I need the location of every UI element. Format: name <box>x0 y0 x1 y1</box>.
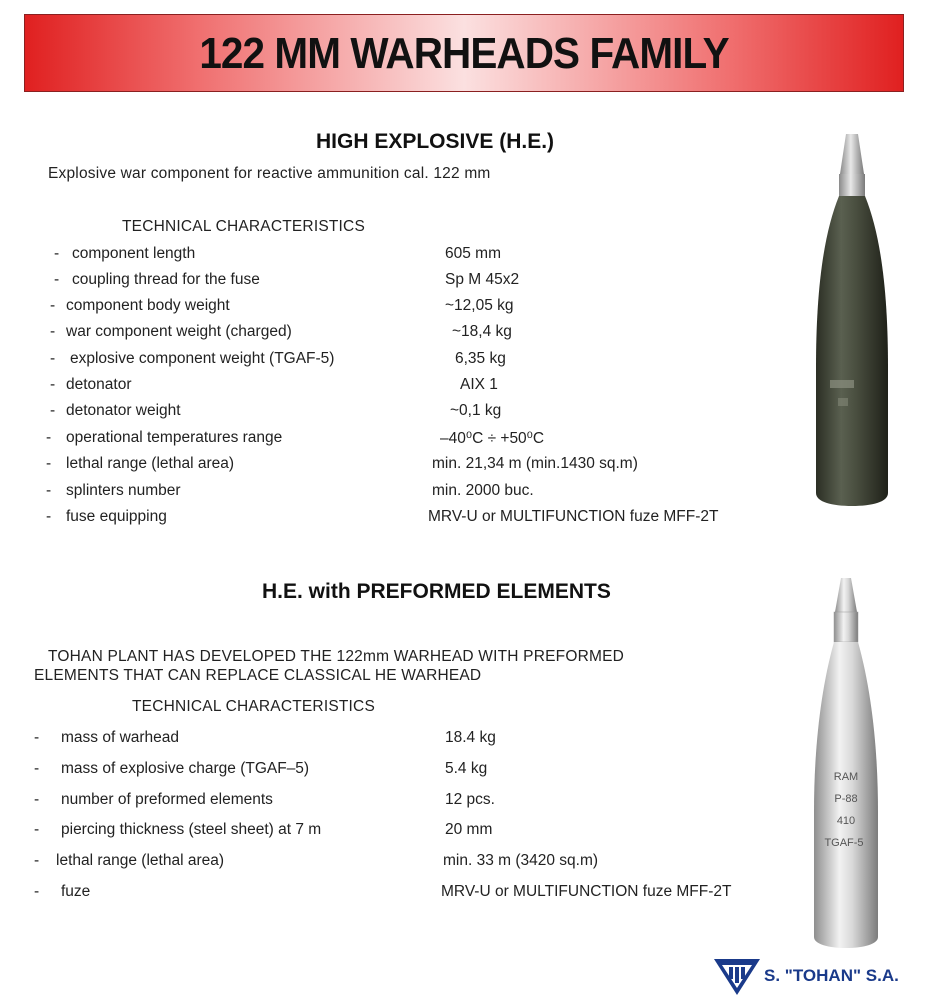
company-logo <box>712 955 922 997</box>
he-row-value: min. 2000 buc. <box>432 482 534 499</box>
he-row-label: component length <box>72 245 196 262</box>
pe-description-line1: TOHAN PLANT HAS DEVELOPED THE 122mm WARHEAD WITH PREFORMED <box>48 648 625 665</box>
pe-row-value: 18.4 kg <box>445 729 496 746</box>
he-row-value: min. 21,34 m (min.1430 sq.m) <box>432 455 638 472</box>
he-projectile-image <box>812 128 892 508</box>
title-banner <box>24 14 904 92</box>
pe-row-value: 12 pcs. <box>445 791 495 808</box>
pe-row-value: 20 mm <box>445 821 493 838</box>
he-row-value: AIX 1 <box>460 376 498 393</box>
he-row-label: detonator <box>66 376 132 393</box>
he-row-value: 6,35 kg <box>455 350 506 367</box>
he-row-label: coupling thread for the fuse <box>72 271 260 288</box>
pe-description-line2: ELEMENTS THAT CAN REPLACE CLASSICAL HE WARHEAD <box>34 667 482 684</box>
he-row-value: –40⁰C ÷ +50⁰C <box>440 430 545 447</box>
pe-row-label: piercing thickness (steel sheet) at 7 m <box>61 821 322 838</box>
pe-row-value: MRV-U or MULTIFUNCTION fuze MFF-2T <box>441 883 732 900</box>
tohan-logo-icon <box>712 955 762 997</box>
pe-tech-heading: TECHNICAL CHARACTERISTICS <box>132 698 375 715</box>
pe-heading: H.E. with PREFORMED ELEMENTS <box>262 580 611 603</box>
he-row-label: lethal range (lethal area) <box>66 455 235 472</box>
pe-projectile-image <box>808 572 884 950</box>
he-description: Explosive war component for reactive ammunition cal. 122 mm <box>48 165 491 182</box>
company-name: S. "TOHAN" S.A. <box>764 966 899 985</box>
he-row-value: MRV-U or MULTIFUNCTION fuze MFF-2T <box>428 508 719 525</box>
he-row-label: fuse equipping <box>66 508 167 525</box>
pe-row-label: mass of explosive charge (TGAF–5) <box>61 760 310 777</box>
he-row-value: ~18,4 kg <box>452 323 512 340</box>
pe-row-label: lethal range (lethal area) <box>56 852 225 869</box>
he-row-value: Sp M 45x2 <box>445 271 520 288</box>
pe-row-label: fuze <box>61 883 91 900</box>
pe-row-value: min. 33 m (3420 sq.m) <box>443 852 599 869</box>
he-row-label: component body weight <box>66 297 230 314</box>
he-heading: HIGH EXPLOSIVE (H.E.) <box>316 130 555 153</box>
he-row-value: ~0,1 kg <box>450 402 502 419</box>
page-title: 122 MM WARHEADS FAMILY <box>199 29 729 78</box>
pe-row-label: mass of warhead <box>61 729 180 746</box>
pe-row-value: 5.4 kg <box>445 760 488 777</box>
he-row-label: war component weight (charged) <box>66 323 292 340</box>
he-row-label: explosive component weight (TGAF-5) <box>70 350 335 367</box>
he-tech-heading: TECHNICAL CHARACTERISTICS <box>122 218 365 235</box>
he-row-label: operational temperatures range <box>66 429 283 446</box>
pe-marking: 410 <box>836 815 856 827</box>
pe-marking: P-88 <box>834 793 858 805</box>
pe-marking: TGAF-5 <box>824 837 864 849</box>
pe-row-label: number of preformed elements <box>61 791 273 808</box>
he-row-value: 605 mm <box>445 245 501 262</box>
he-row-label: detonator weight <box>66 402 181 419</box>
he-row-value: ~12,05 kg <box>445 297 514 314</box>
he-row-label: splinters number <box>66 482 181 499</box>
pe-marking: RAM <box>833 771 859 783</box>
